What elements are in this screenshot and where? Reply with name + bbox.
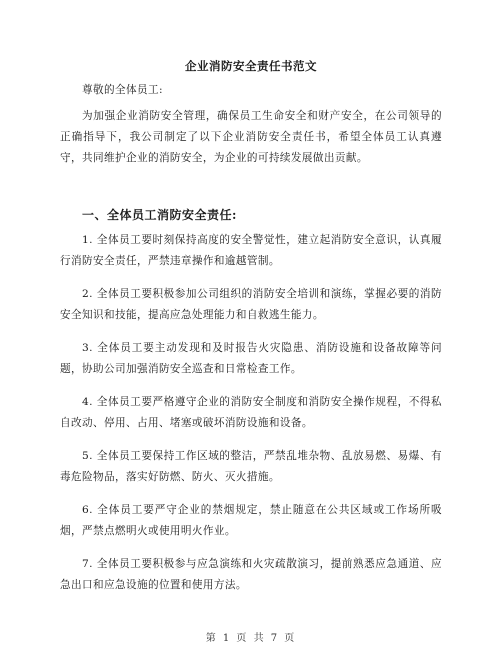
list-item: 2. 全体员工要积极参加公司组织的消防安全培训和演练，掌握必要的消防安全知识和技能，提高应急处理能力和自救逃生能力。 <box>60 288 442 321</box>
document-title: 企业消防安全责任书范文 <box>185 59 317 73</box>
list-item: 5. 全体员工要保持工作区域的整洁，严禁乱堆杂物、乱放易燃、易爆、有毒危险物品，落实好防燃、防火、灭火措施。 <box>60 450 442 483</box>
section-heading: 一、全体员工消防安全责任: <box>82 208 237 222</box>
list-item: 1. 全体员工要时刻保持高度的安全警觉性，建立起消防安全意识，认真履行消防安全责任，严禁违章操作和逾越管制。 <box>60 234 442 267</box>
list-item: 6. 全体员工要严守企业的禁烟规定，禁止随意在公共区域或工作场所吸烟，严禁点燃明火或使用明火作业。 <box>60 504 442 537</box>
list-item: 7. 全体员工要积极参与应急演练和火灾疏散演习，提前熟悉应急通道、应急出口和应急设施的位置和使用方法。 <box>60 558 442 591</box>
list-item: 3. 全体员工要主动发现和及时报告火灾隐患、消防设施和设备故障等问题，协助公司加强消防安全巡查和日常检查工作。 <box>60 342 442 375</box>
intro-paragraph: 为加强企业消防安全管理，确保员工生命安全和财产安全，在公司领导的正确指导下，我公司制定了以下企业消防安全责任书，希望全体员工认真遵守，共同维护企业的消防安全，为企业的可持续发展做出贡献。 <box>60 110 442 164</box>
greeting: 尊敬的全体员工: <box>82 84 163 96</box>
list-item: 4. 全体员工要严格遵守企业的消防安全制度和消防安全操作规程，不得私自改动、停用、占用、堵塞或破坏消防设施和设备。 <box>60 396 442 429</box>
page-footer: 第 1 页 共 7 页 <box>205 633 297 644</box>
